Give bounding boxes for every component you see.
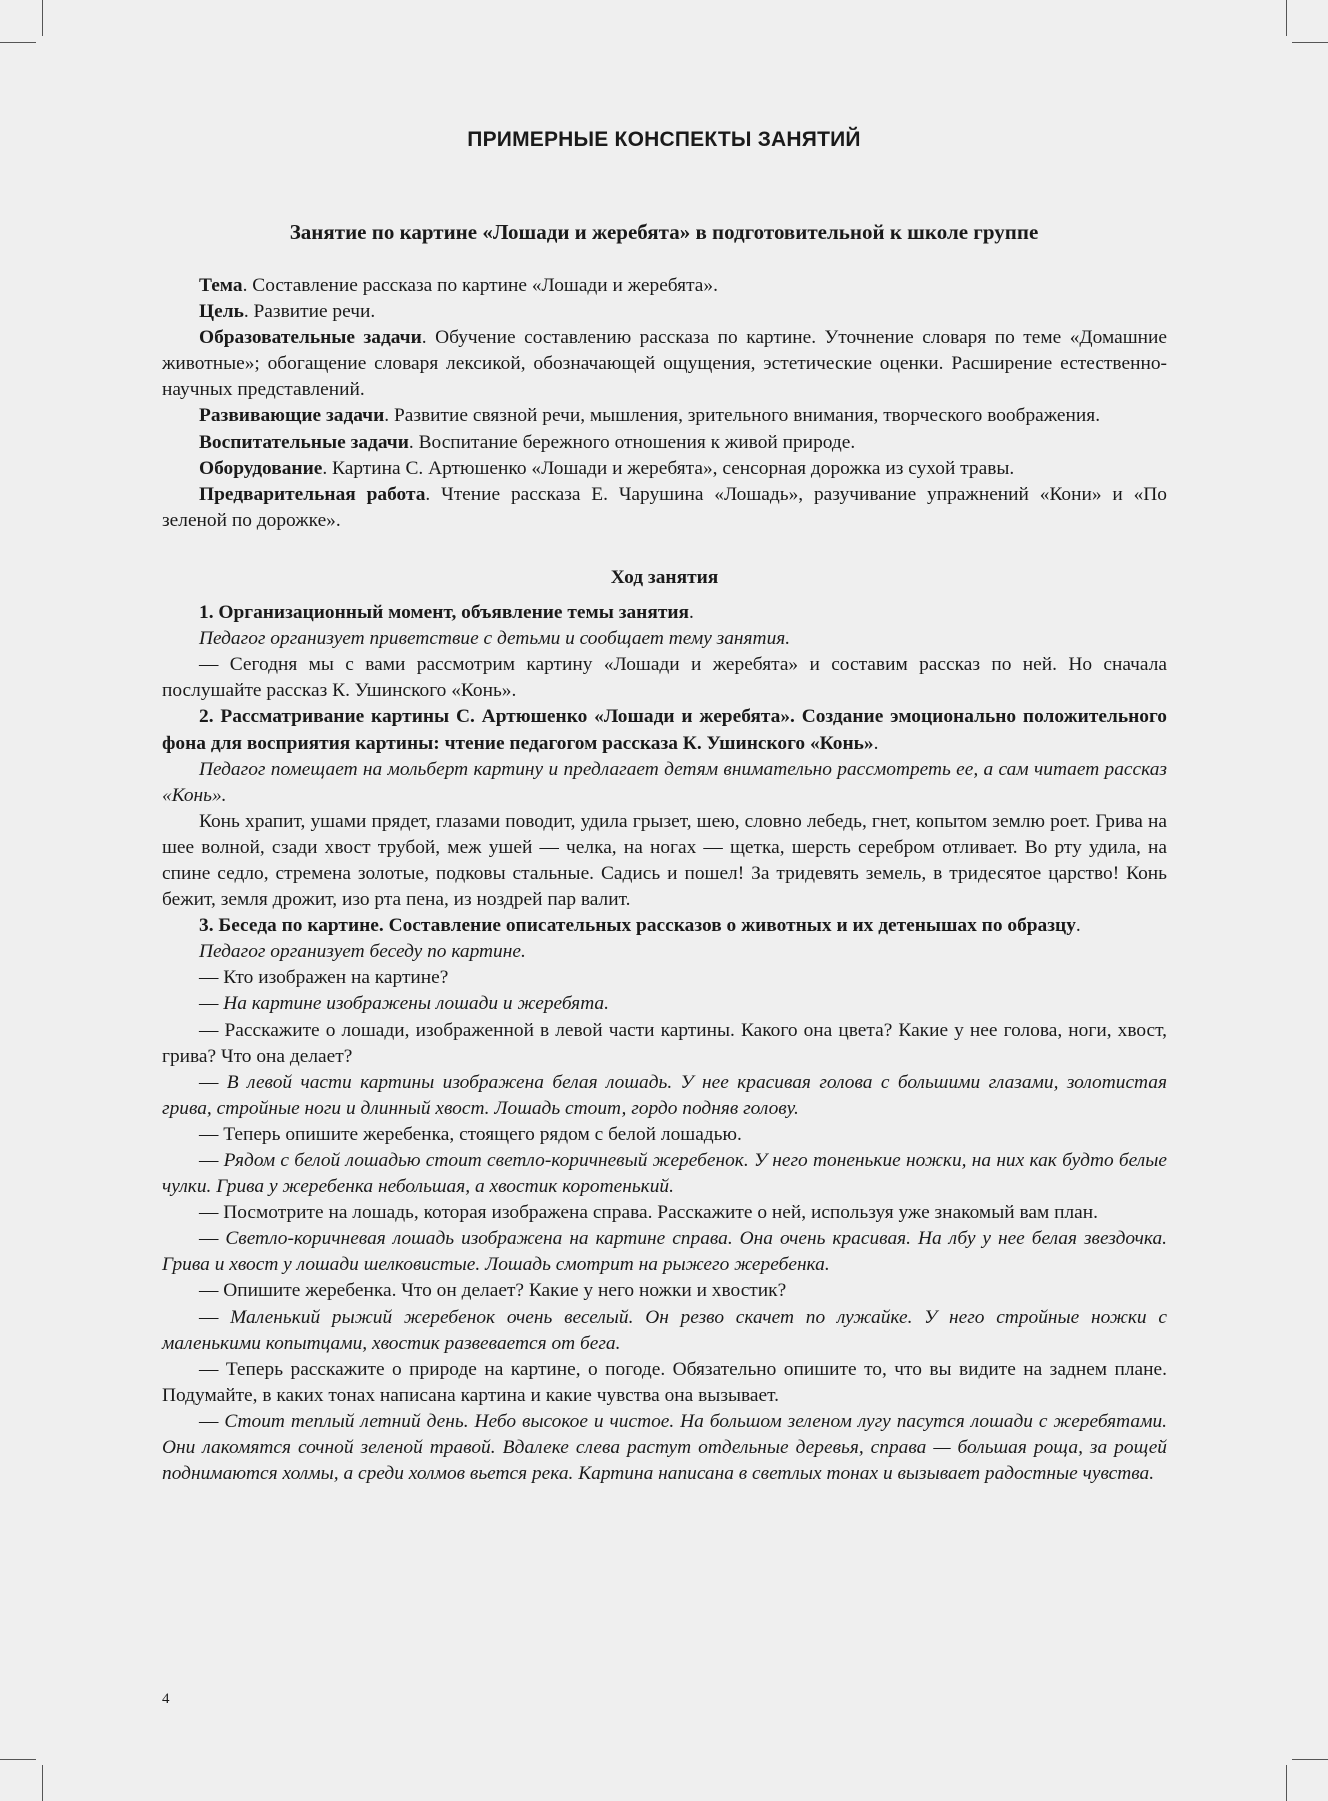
course-text: — Расскажите о лошади, изображенной в левой части картины. Какого она цвета? Какие у нее голова, ноги, хвост, грива? Что она делает?: [162, 1019, 1167, 1067]
course-text: — Теперь опишите жеребенка, стоящего рядом с белой лошадью.: [199, 1123, 742, 1145]
course-step-heading: 1. Организационный момент, объявление темы занятия: [199, 602, 690, 624]
course-paragraph: — Светло-коричневая лошадь изображена на картине справа. Она очень красивая. На лбу у нее белая звездочка. Грива и хвост у лошади шелковистые. Лошадь смотрит на рыжего жеребенка.: [162, 1228, 1167, 1276]
course-text: — Посмотрите на лошадь, которая изображена справа. Расскажите о ней, используя уже знакомый вам план.: [199, 1202, 1098, 1224]
intro-paragraph: [162, 482, 1167, 534]
intro-paragraph: [162, 273, 1167, 299]
course-text: — Кто изображен на картине?: [199, 967, 449, 989]
intro-label: Образовательные задачи: [199, 327, 422, 349]
crop-mark-bottom-left-h: [0, 1759, 36, 1760]
child-answer: Стоит теплый летний день. Небо высокое и чистое. На большом зеленом лугу пасутся лошади с жеребятами. Они лакомятся сочной зеленой травой. Вдалеке слева растут отдельные деревья, справа — большая роща, за рощей поднимаются холмы, а среди холмов вьется река. Картина написана в светлых тонах и вызывает радостные чувства.: [162, 1410, 1167, 1485]
course-step-suffix: .: [1075, 915, 1081, 937]
course-paragraph: [162, 1018, 1167, 1070]
course-section: [162, 600, 1167, 1487]
crop-mark-top-right-h: [1292, 42, 1328, 43]
intro-label: Воспитательные задачи: [199, 431, 409, 453]
document-body: [162, 273, 1167, 1487]
teacher-instruction: Педагог организует приветствие с детьми и сообщает тему занятия.: [199, 628, 791, 650]
crop-mark-bottom-right-h: [1292, 1759, 1328, 1760]
course-step-suffix: .: [689, 602, 694, 624]
course-paragraph: [162, 1122, 1167, 1148]
intro-label: Предварительная работа: [199, 483, 426, 505]
crop-mark-top-left-h: [0, 42, 36, 43]
intro-label: Оборудование: [199, 457, 323, 479]
intro-text: . Чтение рассказа Е. Чарушина «Лошадь», разучивание упражнений «Кони» и «По зеленой по дорожке».: [162, 483, 1167, 531]
intro-text: . Составление рассказа по картине «Лошади и жеребята».: [242, 275, 718, 296]
child-answer: Маленький рыжий жеребенок очень веселый. Он резво скачет по лужайке. У него стройные ножки с маленькими копытцами, хвостик развевается от бега.: [162, 1306, 1167, 1354]
course-paragraph: [162, 626, 1167, 652]
course-paragraph: [162, 913, 1167, 939]
course-paragraph: — Маленький рыжий жеребенок очень веселый. Он резво скачет по лужайке. У него стройные ножки с маленькими копытцами, хвостик развевается от бега.: [162, 1306, 1167, 1354]
intro-text: . Развитие речи.: [243, 301, 376, 323]
intro-text: . Обучение составлению рассказа по картине. Уточнение словаря по теме «Домашние животные»; обогащение словаря лексикой, обозначающей ощущения, эстетические оценки. Расширение естественно-научных представлений.: [162, 327, 1167, 401]
intro-paragraph: [162, 299, 1167, 325]
course-text: — Теперь расскажите о природе на картине, о погоде. Обязательно опишите то, что вы видите на заднем плане. Подумайте, в каких тонах написана картина и какие чувства она вызывает.: [162, 1358, 1167, 1406]
intro-paragraph: [162, 430, 1167, 456]
course-paragraph: — Рядом с белой лошадью стоит светло-коричневый жеребенок. У него тоненькие ножки, на них как будто белые чулки. Грива у жеребенка небольшая, а хвостик коротенький.: [162, 1150, 1167, 1198]
lesson-title: Занятие по картине «Лошади и жеребята» в подготовительной к школе группе: [289, 220, 1039, 244]
intro-section: [162, 273, 1167, 534]
course-paragraph: [162, 1200, 1167, 1226]
course-paragraph: — В левой части картины изображена белая лошадь. У нее красивая голова с большими глазами, золотистая грива, стройные ноги и длинный хвост. Лошадь стоит, гордо подняв голову.: [162, 1071, 1168, 1119]
intro-label: Развивающие задачи: [199, 405, 385, 427]
course-text: Конь храпит, ушами прядет, глазами поводит, удила грызет, шею, словно лебедь, гнет, копытом землю роет. Грива на шее волной, сзади хвост трубой, меж ушей — челка, на ногах — щетка, шерсть серебром отливает. Во рту удила, на спине седло, стремена золотые, подковы стальные. Садись и пошел! За тридевять земель, в тридесятое царство! Конь бежит, земля дрожит, изо рта пена, из ноздрей пар валит.: [162, 810, 1167, 911]
intro-paragraph: [162, 325, 1167, 403]
course-paragraph: [162, 965, 1167, 991]
course-step-suffix: .: [873, 732, 879, 754]
course-text: — Опишите жеребенка. Что он делает? Какие у него ножки и хвостик?: [199, 1280, 787, 1302]
intro-text: . Развитие связной речи, мышления, зрительного внимания, творческого воображения.: [384, 405, 1101, 427]
page-number: 4: [162, 1691, 170, 1707]
intro-label: Тема: [199, 275, 243, 296]
child-answer: Светло-коричневая лошадь изображена на картине справа. Она очень красивая. На лбу у нее белая звездочка. Грива и хвост у лошади шелковистые. Лошадь смотрит на рыжего жеребенка.: [162, 1228, 1167, 1276]
intro-paragraph: [162, 456, 1167, 482]
intro-paragraph: [162, 403, 1167, 429]
course-step-heading: 3. Беседа по картине. Составление описательных рассказов о животных и их детенышах по образцу: [199, 915, 1076, 937]
course-paragraph: [162, 600, 1167, 626]
course-paragraph: [162, 757, 1167, 809]
child-answer: В левой части картины изображена белая лошадь. У нее красивая голова с большими глазами, золотистая грива, стройные ноги и длинный хвост. Лошадь стоит, гордо подняв голову.: [162, 1071, 1168, 1119]
course-paragraph: [162, 1278, 1167, 1304]
course-paragraph: — Стоит теплый летний день. Небо высокое и чистое. На большом зеленом лугу пасутся лошади с жеребятами. Они лакомятся сочной зеленой травой. Вдалеке слева растут отдельные деревья, справа — большая роща, за рощей поднимаются холмы, а среди холмов вьется река. Картина написана в светлых тонах и вызывает радостные чувства.: [162, 1410, 1167, 1485]
course-paragraph: [162, 1357, 1167, 1409]
course-text: — Сегодня мы с вами рассмотрим картину «Лошади и жеребята» и составим рассказ по ней. Но сначала послушайте рассказ К. Ушинского «Конь».: [162, 654, 1167, 702]
child-answer: На картине изображены лошади и жеребята.: [223, 993, 609, 1015]
intro-text: . Картина С. Артюшенко «Лошади и жеребята», сенсорная дорожка из сухой травы.: [322, 457, 1015, 479]
teacher-instruction: Педагог организует беседу по картине.: [199, 941, 526, 963]
course-paragraph: — На картине изображены лошади и жеребята.: [199, 993, 609, 1015]
course-heading: Ход занятия: [610, 566, 719, 588]
crop-mark-bottom-left: [42, 1765, 43, 1801]
intro-label: Цель: [199, 301, 244, 323]
teacher-instruction: Педагог помещает на мольберт картину и предлагает детям внимательно рассмотреть ее, а сам читает рассказ «Конь».: [162, 758, 1167, 806]
crop-mark-bottom-right: [1286, 1765, 1287, 1801]
child-answer: Рядом с белой лошадью стоит светло-коричневый жеребенок. У него тоненькие ножки, на них как будто белые чулки. Грива у жеребенка небольшая, а хвостик коротенький.: [162, 1150, 1167, 1198]
intro-text: . Воспитание бережного отношения к живой природе.: [408, 431, 856, 453]
course-paragraph: [162, 939, 1167, 965]
page-title: ПРИМЕРНЫЕ КОНСПЕКТЫ ЗАНЯТИЙ: [467, 128, 861, 151]
course-paragraph: [162, 809, 1167, 913]
course-step-heading: 2. Рассматривание картины С. Артюшенко «Лошади и жеребята». Создание эмоционально положительного фона для восприятия картины: чтение педагогом рассказа К. Ушинского «Конь»: [162, 706, 1167, 754]
crop-mark-top-right: [1286, 0, 1287, 36]
crop-mark-top-left: [42, 0, 43, 36]
course-paragraph: [162, 704, 1167, 756]
course-paragraph: [162, 652, 1167, 704]
